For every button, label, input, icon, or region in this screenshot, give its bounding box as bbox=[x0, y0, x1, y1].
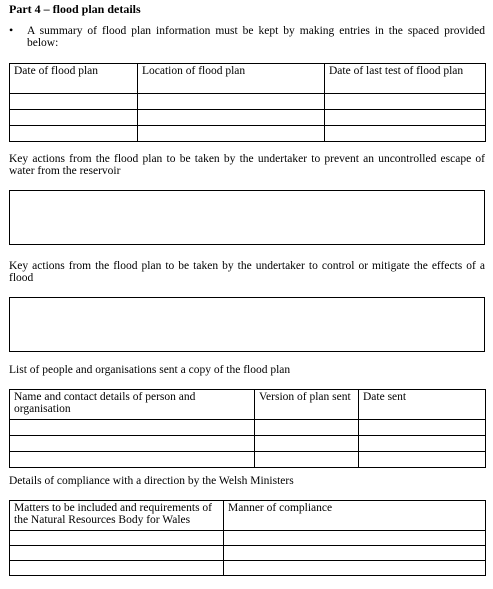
header-manner-of-compliance: Manner of compliance bbox=[224, 501, 486, 531]
table-row bbox=[10, 94, 486, 110]
bullet-marker: • bbox=[9, 23, 14, 37]
entry-cell[interactable] bbox=[255, 436, 359, 452]
entry-cell[interactable] bbox=[359, 420, 486, 436]
header-name-and-contact: Name and contact details of person and organisation bbox=[10, 390, 255, 420]
entry-cell[interactable] bbox=[325, 94, 486, 110]
mitigate-flood-label: Key actions from the flood plan to be taken by the undertaker to control or mitigate the effects of a flood bbox=[9, 260, 485, 284]
compliance-label: Details of compliance with a direction by the Welsh Ministers bbox=[9, 475, 294, 487]
part-heading: Part 4 – flood plan details bbox=[9, 2, 141, 16]
table-row bbox=[10, 561, 486, 576]
mitigate-flood-box[interactable] bbox=[9, 297, 485, 352]
table-row bbox=[10, 126, 486, 142]
header-date-sent: Date sent bbox=[359, 390, 486, 420]
table-row bbox=[10, 420, 486, 436]
entry-cell[interactable] bbox=[224, 546, 486, 561]
entry-cell[interactable] bbox=[359, 436, 486, 452]
entry-cell[interactable] bbox=[10, 94, 138, 110]
uncontrolled-escape-box[interactable] bbox=[9, 190, 485, 245]
distribution-table bbox=[9, 389, 486, 468]
table-row bbox=[10, 110, 486, 126]
entry-cell[interactable] bbox=[224, 561, 486, 576]
table-header-row bbox=[10, 501, 486, 531]
entry-cell[interactable] bbox=[359, 452, 486, 468]
entry-cell[interactable] bbox=[255, 452, 359, 468]
entry-cell[interactable] bbox=[325, 110, 486, 126]
table-header-row bbox=[10, 390, 486, 420]
compliance-table bbox=[9, 500, 486, 576]
entry-cell[interactable] bbox=[10, 452, 255, 468]
uncontrolled-escape-label: Key actions from the flood plan to be taken by the undertaker to prevent an uncontrolled escape of water from the reservoir bbox=[9, 153, 485, 177]
table-row bbox=[10, 436, 486, 452]
table-row bbox=[10, 531, 486, 546]
entry-cell[interactable] bbox=[224, 531, 486, 546]
table-row bbox=[10, 546, 486, 561]
entry-cell[interactable] bbox=[138, 110, 325, 126]
header-version-of-plan: Version of plan sent bbox=[255, 390, 359, 420]
intro-text: A summary of flood plan information must be kept by making entries in the spaced provided below: bbox=[27, 25, 485, 49]
entry-cell[interactable] bbox=[10, 420, 255, 436]
entry-cell[interactable] bbox=[138, 126, 325, 142]
header-date-of-flood-plan: Date of flood plan bbox=[10, 64, 138, 94]
entry-cell[interactable] bbox=[10, 110, 138, 126]
entry-cell[interactable] bbox=[325, 126, 486, 142]
people-list-label: List of people and organisations sent a copy of the flood plan bbox=[9, 364, 291, 376]
entry-cell[interactable] bbox=[10, 126, 138, 142]
entry-cell[interactable] bbox=[10, 436, 255, 452]
header-matters-to-be-included: Matters to be included and requirements of the Natural Resources Body for Wales bbox=[10, 501, 224, 531]
table-row bbox=[10, 452, 486, 468]
flood-plan-summary-table bbox=[9, 63, 486, 142]
header-date-of-last-test: Date of last test of flood plan bbox=[325, 64, 486, 94]
entry-cell[interactable] bbox=[10, 561, 224, 576]
entry-cell[interactable] bbox=[138, 94, 325, 110]
entry-cell[interactable] bbox=[10, 546, 224, 561]
entry-cell[interactable] bbox=[10, 531, 224, 546]
table-header-row bbox=[10, 64, 486, 94]
entry-cell[interactable] bbox=[255, 420, 359, 436]
header-location-of-flood-plan: Location of flood plan bbox=[138, 64, 325, 94]
